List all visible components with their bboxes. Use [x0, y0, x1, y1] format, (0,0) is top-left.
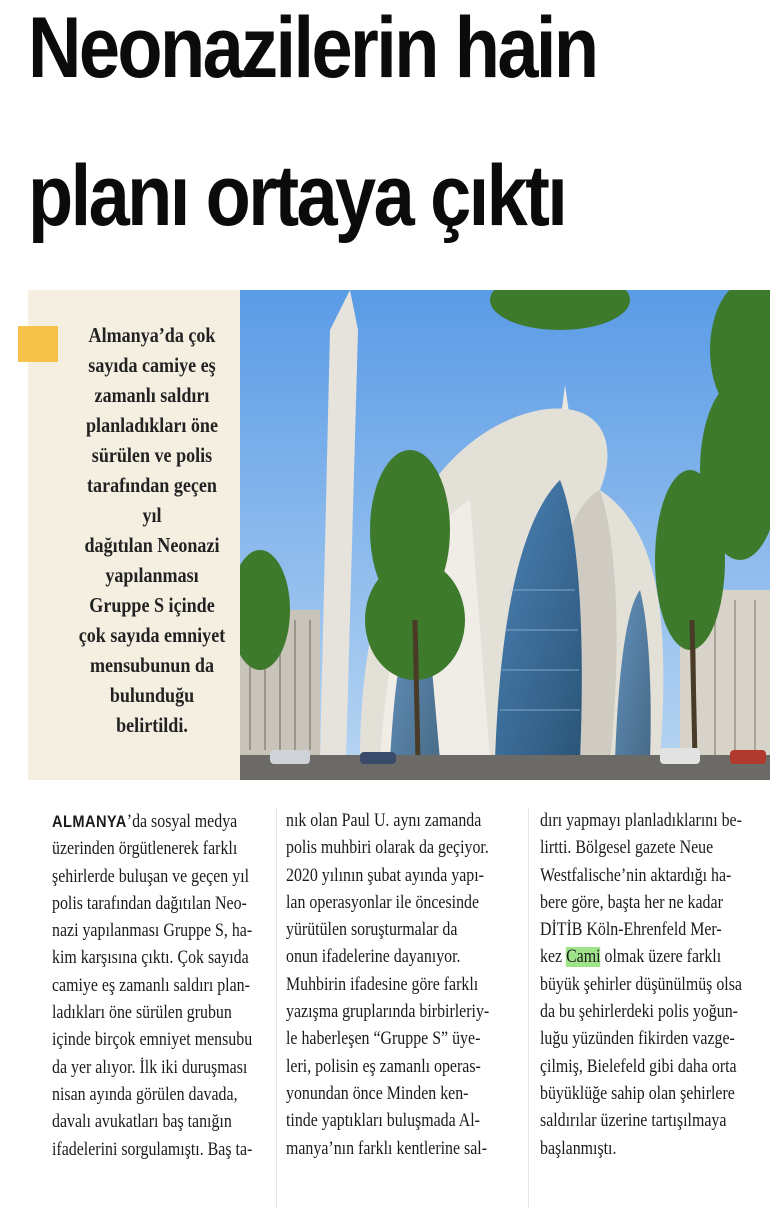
spot-line: sayıda camiye eş	[88, 353, 216, 377]
spot-line: tarafından geçen yıl	[87, 473, 217, 527]
spot-line: bulunduğu	[109, 683, 195, 707]
article-column-2: nık olan Paul U. aynı zamanda polis muhbiri olarak da geçiyor. 2020 yılının şubat ayında yapı- lan operasyonlar ile öncesinde yürütülen soruşturmalar da onun ifadelerine dayanıyor. Muhbirin ifadesine göre farklı yazışma gruplarında birbirleriy- le haberleşen “Gruppe S” üye- leri, polisin eş zamanlı operas- yonundan önce Minden ken- tinde yaptıkları buluşmada Al- manya’nın farklı kentlerine sal-	[286, 811, 490, 1159]
mosque-illustration	[240, 290, 770, 780]
dateline: ALMANYA	[52, 812, 127, 831]
mosque-photo	[240, 290, 770, 780]
headline-line-2: planı ortaya çıktı	[28, 148, 566, 244]
spot-line: yapılanması	[105, 563, 199, 587]
spot-marker	[18, 326, 58, 362]
article-column-1: ALMANYA’da sosyal medya üzerinden örgütlenerek farklı şehirlerde buluşan ve geçen yıl polis tarafından dağıtılan Neo- nazi yapılanması Gruppe S, ha- kim karşısına çıktı. Çok sayıda camiye eş zamanlı saldırı plan- ladıkları öne sürülen grubun içinde birçok emniyet mensubu da yer alıyor. İlk iki duruşması nisan ayında görülen davada, davalı avukatları baş tanığın ifadelerini sorgulamıştı. Baş ta-	[52, 812, 253, 1160]
article-column-3: dırı yapmayı planladıklarını be- lirtti. Bölgesel gazete Neue Westfalische’nin aktardığı ha- bere göre, başta her ne kadar DİTİB Köln-Ehrenfeld Mer- kez Cami olmak üzere farklı büyük şehirler düşünülmüş olsa da bu şehirlerdeki polis yoğun- luğu yüzünden fikirden vazge- çilmiş, Bielefeld gibi daha orta büyüklüğe sahip olan şehirlere saldırılar üzerine tartışılmaya başlanmıştı.	[540, 811, 742, 1159]
spot-line: dağıtılan Neonazi	[84, 533, 220, 557]
headline-line-1: Neonazilerin hain	[28, 0, 597, 96]
spot-line: planladıkları öne	[86, 413, 218, 437]
spot-line: zamanlı saldırı	[94, 383, 210, 407]
spot-line: sürülen ve polis	[91, 443, 213, 467]
spot-line: çok sayıda emniyet	[78, 623, 226, 647]
spot-line: Almanya’da çok	[88, 323, 216, 347]
spot-line: belirtildi.	[116, 713, 188, 737]
spot-text	[76, 320, 227, 740]
spot-line: Gruppe S içinde	[89, 593, 215, 617]
column-divider	[528, 808, 529, 1208]
spot-line: mensubunun da	[89, 653, 214, 677]
highlighted-word: Cami	[566, 947, 601, 968]
